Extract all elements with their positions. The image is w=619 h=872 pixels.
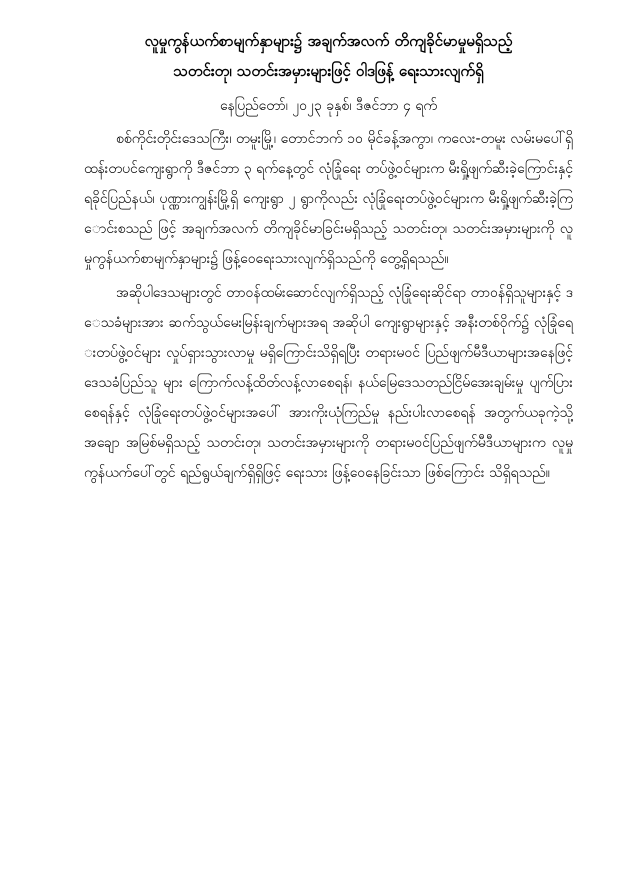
headline <box>84 26 573 86</box>
paragraph-2: အဆိုပါဒေသများတွင် တာဝန်ထမ်းဆောင်လျက်ရှိသည့် လုံခြုံရေးဆိုင်ရာ တာဝန်ရှိသူများနှင့် ဒေသခံများအား ဆက်သွယ်မေးမြန်းချက်များအရ အဆိုပါ ကျေးရွာများနှင့် အနီးတစ်ဝိုက်၌ လုံခြုံရေးတပ်ဖွဲ့ဝင်များ လှုပ်ရှားသွားလာမှု မရှိကြောင်းသိရှိရပြီး တရားမဝင် ပြည်ဖျက်မီဒီယာများအနေဖြင့် ဒေသခံပြည်သူ များ ကြောက်လန့်ထိတ်လန့်လာစေရန်၊ နယ်မြေဒေသတည်ငြိမ်အေးချမ်းမှု ပျက်ပြား စေရန်နှင့် လုံခြုံရေးတပ်ဖွဲ့ဝင်များအပေါ် အားကိုးယုံကြည်မှု နည်းပါးလာစေရန် အတွက်ယခုကဲ့သို့ အချော အမြစ်မရှိသည့် သတင်းတု၊ သတင်းအမှားများကို တရားမဝင်ပြည်ဖျက်မီဒီယာများက လူမှုကွန်ယက်ပေါ်တွင် ရည်ရွယ်ချက်ရှိရှိဖြင့် ရေးသား ဖြန့်ဝေနေခြင်းသာ ဖြစ်ကြောင်း သိရှိရသည်။ <box>84 285 573 481</box>
headline-line-2: သတင်းတု၊ သတင်းအမှားများဖြင့် ဝါဒဖြန့် ရေးသားလျက်ရှိ <box>173 62 484 80</box>
paragraph-1: စစ်ကိုင်းတိုင်းဒေသကြီး၊ တမူးမြို့၊ တောင်ဘက် ၁၀ မိုင်ခန့်အကွာ၊ ကလေး-တမူး လမ်းမပေါ်ရှိ ထန်းတပင်ကျေးရွာကို ဒီဇင်ဘာ ၃ ရက်နေ့တွင် လုံခြုံရေး တပ်ဖွဲ့ဝင်များက မီးရှို့ဖျက်ဆီးခဲ့ကြောင်းနှင့် ရခိုင်ပြည်နယ်၊ ပုဏ္ဏားကျွန်းမြို့ရှိ ကျေးရွာ ၂ ရွာကိုလည်း လုံခြုံရေးတပ်ဖွဲ့ဝင်များက မီးရှို့ဖျက်ဆီးခဲ့ကြောင်းစသည် ဖြင့် အချက်အလက် တိကျခိုင်မာခြင်းမရှိသည့် သတင်းတု၊ သတင်းအမှားများကို လူမှုကွန်ယက်စာမျက်နှာများ၌ ဖြန့်ဝေရေးသားလျက်ရှိသည်ကို တွေ့ရှိရသည်။ <box>84 131 573 267</box>
headline-line-1: လူမှုကွန်ယက်စာမျက်နှာများ၌ အချက်အလက် တိကျခိုင်မာမှုမရှိသည့် <box>144 32 513 50</box>
article-body <box>84 124 573 488</box>
dateline: နေပြည်တော်၊ ၂၀၂၃ ခုနှစ်၊ ဒီဇင်ဘာ ၄ ရက် <box>219 98 438 114</box>
